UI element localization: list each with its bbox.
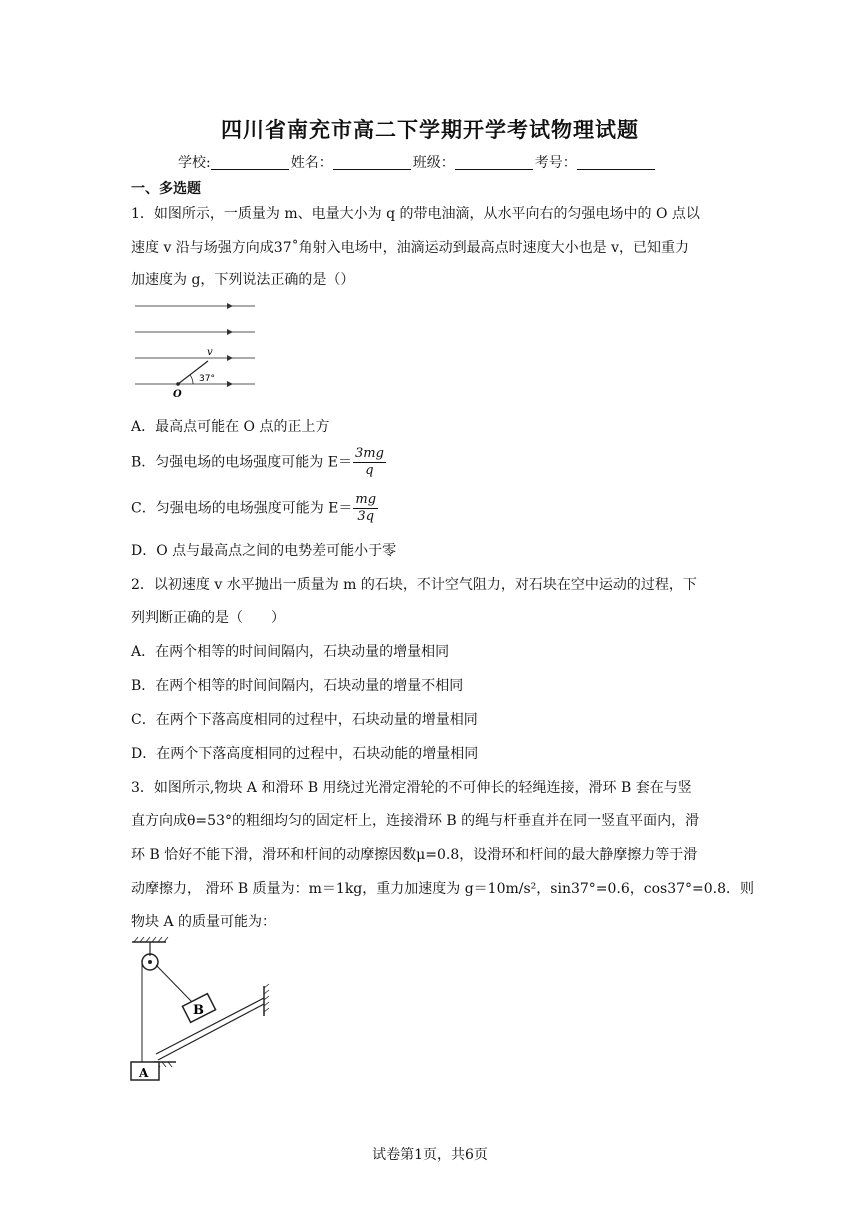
q2-stem-line1: 2．以初速度 v 水平抛出一质量为 m 的石块，不计空气阻力，对石块在空中运动的过程，下 [131, 577, 697, 593]
label-o: O [173, 389, 182, 400]
page-footer: 试卷第1页，共6页 [372, 1147, 488, 1163]
q3-stem-line4: 动摩擦力， 滑环 B 质量为：m＝1kg，重力加速度为 g＝10m/s²，sin37°=0.6，cos37°=0.8．则 [131, 881, 755, 897]
name-blank [333, 155, 411, 170]
q1-field-figure [131, 296, 261, 400]
q3-stem-line1: 3．如图所示,物块 A 和滑环 B 用绕过光滑定滑轮的不可伸长的轻绳连接，滑环 B 套在与竖 [131, 780, 692, 796]
label-b: B [193, 1003, 204, 1018]
q1-option-d: D．O 点与最高点之间的电势差可能小于零 [131, 543, 397, 559]
number-blank [577, 155, 655, 170]
fraction: $\frac{3mg}{q}$ [354, 446, 384, 478]
q3-stem-line3: 环 B 恰好不能下滑，滑环和杆间的动摩擦因数μ=0.8，设滑环和杆间的最大静摩擦力等于滑 [131, 847, 698, 863]
section-heading: 一、多选题 [131, 181, 201, 197]
q1-option-c: C．匀强电场的电场强度可能为 E＝ $\frac{mg}{3q}$ [131, 492, 377, 524]
class-label: 班级： [412, 155, 455, 171]
q1-stem-line2: 速度 v 沿与场强方向成37˚角射入电场中，油滴运动到最高点时速度大小也是 v，已知重力 [131, 240, 689, 256]
q1-option-a: A．最高点可能在 O 点的正上方 [131, 419, 330, 435]
angle-arc [190, 375, 193, 384]
rope-to-b [156, 965, 192, 1002]
fixed-rod [164, 964, 262, 1076]
page-title: 四川省南充市高二下学期开学考试物理试题 [221, 118, 639, 142]
point-o [176, 382, 180, 386]
q1-stem-line3: 加速度为 g，下列说法正确的是（） [131, 272, 355, 288]
q2-stem-line2: 列判断正确的是（ ） [131, 610, 285, 626]
q2-option-b: B．在两个相等的时间间隔内，石块动量的增量不相同 [131, 678, 464, 694]
arrow-icon [227, 355, 233, 361]
arrow-icon [227, 303, 233, 309]
arrow-icon [227, 381, 233, 387]
name-label: 姓名： [290, 155, 333, 171]
q3-pulley-figure [126, 936, 276, 1086]
student-info-row [178, 152, 657, 172]
class-blank [455, 155, 533, 170]
arrow-icon [227, 329, 233, 335]
q3-stem-line5: 物块 A 的质量可能为： [131, 914, 277, 930]
school-label: 学校: [178, 155, 211, 171]
fraction: $\frac{mg}{3q}$ [355, 492, 377, 524]
q2-option-c: C．在两个下落高度相同的过程中，石块动量的增量相同 [131, 712, 478, 728]
q2-option-a: A．在两个相等的时间间隔内，石块动量的增量相同 [131, 644, 450, 660]
label-v: v [207, 347, 213, 358]
label-angle: 37° [199, 374, 215, 384]
q3-stem-line2: 直方向成θ=53°的粗细均匀的固定杆上，连接滑环 B 的绳与杆垂直并在同一竖直平面内，滑 [131, 813, 700, 829]
school-blank [211, 155, 289, 170]
q2-option-d: D．在两个下落高度相同的过程中，石块动能的增量相同 [131, 746, 479, 762]
label-a: A [139, 1066, 149, 1080]
q1-stem-line1: 1．如图所示，一质量为 m、电量大小为 q 的带电油滴，从水平向右的匀强电场中的 O 点以 [131, 206, 700, 222]
q1-option-b: B．匀强电场的电场强度可能为 E＝ $\frac{3mg}{q}$ [131, 446, 384, 478]
number-label: 考号： [534, 155, 577, 171]
